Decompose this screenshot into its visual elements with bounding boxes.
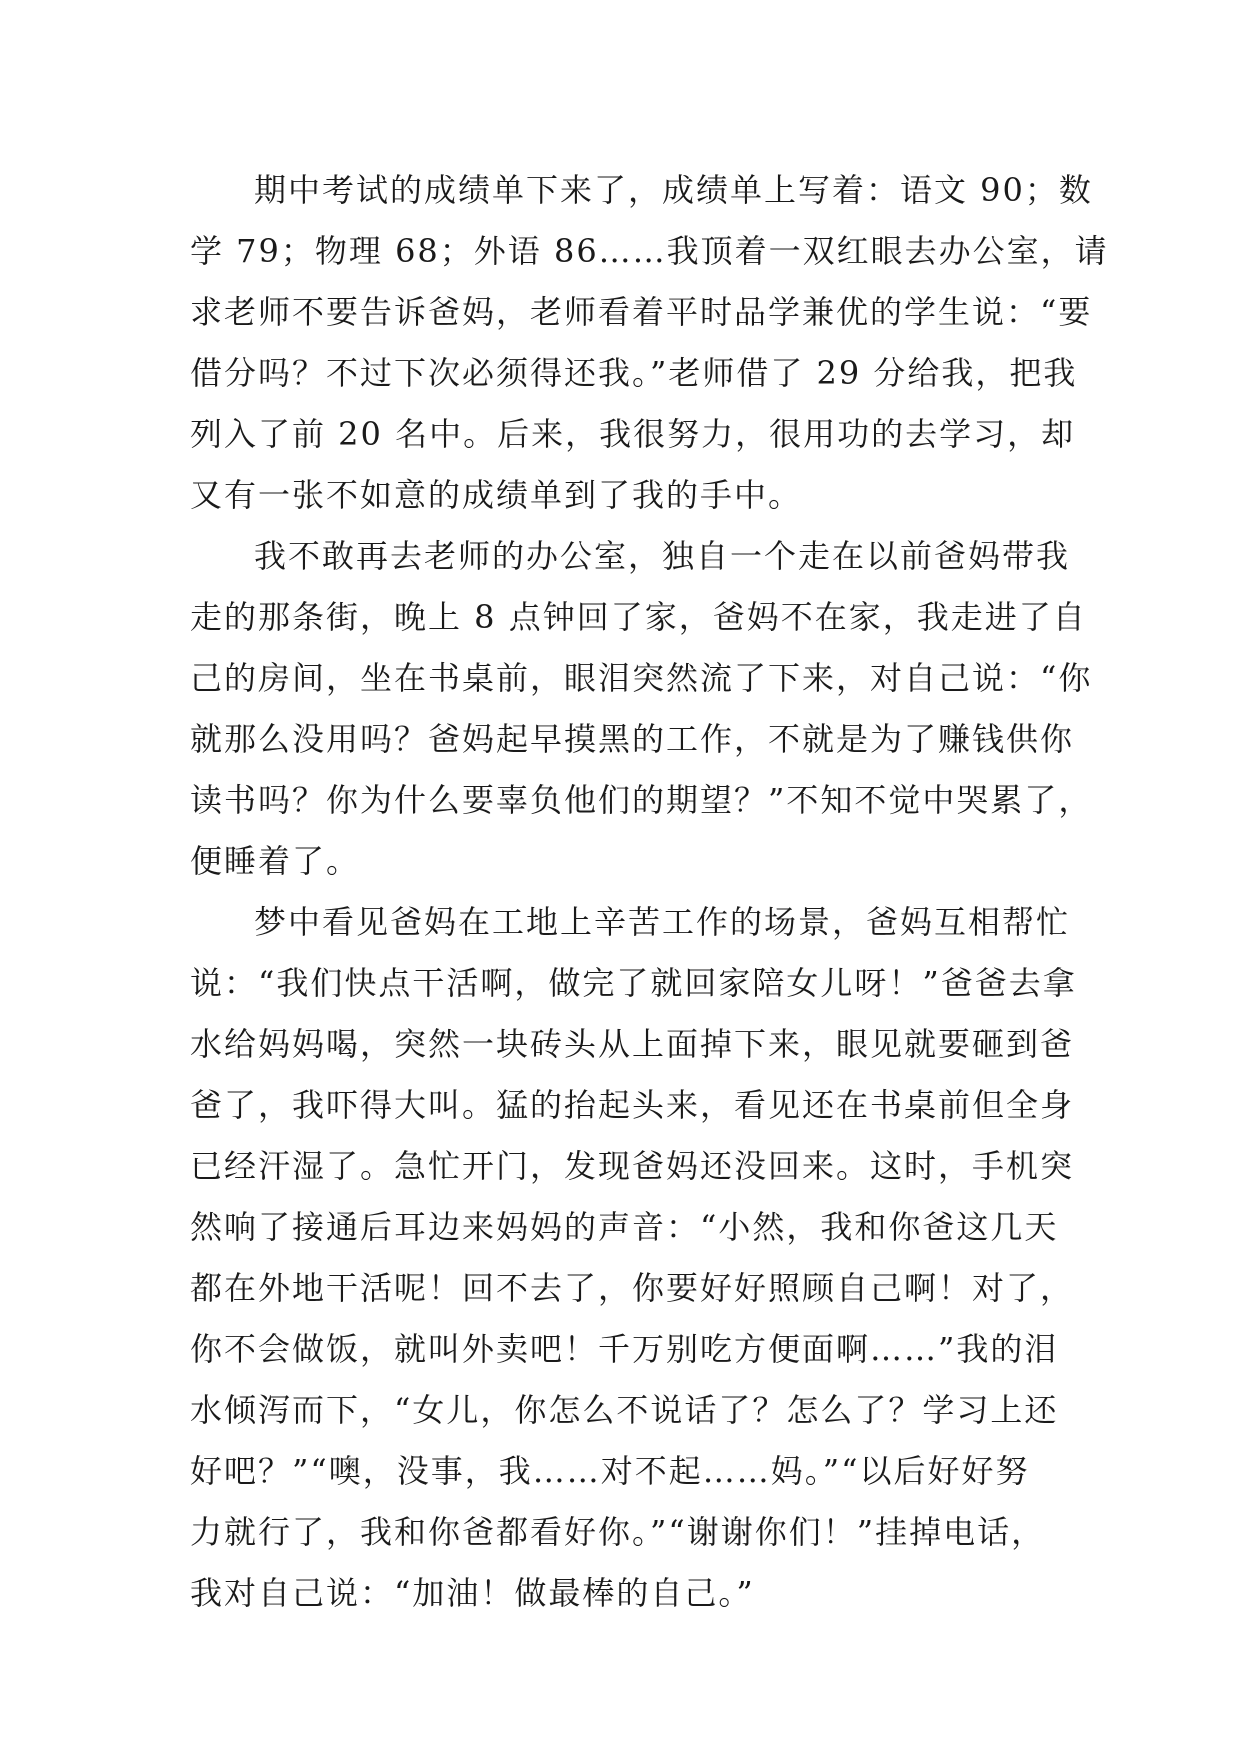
text-line: 我不敢再去老师的办公室，独自一个走在以前爸妈带我 — [254, 537, 1071, 575]
text-line: 力就行了，我和你爸都看好你。”“谢谢你们！”挂掉电话， — [190, 1513, 1046, 1551]
paragraph-2 — [190, 526, 1093, 892]
text-line: 期中考试的成绩单下来了，成绩单上写着：语文 90；数 — [254, 171, 1093, 209]
text-line: 爸了，我吓得大叫。猛的抬起头来，看见还在书桌前但全身 — [190, 1086, 1075, 1124]
text-line: 就那么没用吗？爸妈起早摸黑的工作，不就是为了赚钱供你 — [190, 720, 1075, 758]
text-line: 你不会做饭，就叫外卖吧！千万别吃方便面啊……”我的泪 — [190, 1330, 1059, 1368]
text-line: 我对自己说：“加油！做最棒的自己。” — [190, 1574, 755, 1612]
text-line: 又有一张不如意的成绩单到了我的手中。 — [190, 476, 803, 514]
document-body — [190, 160, 1109, 1624]
text-line: 水倾泻而下，“女儿，你怎么不说话了？怎么了？学习上还 — [190, 1391, 1059, 1429]
text-line: 梦中看见爸妈在工地上辛苦工作的场景，爸妈互相帮忙 — [254, 903, 1071, 941]
text-line: 说：“我们快点干活啊，做完了就回家陪女儿呀！”爸爸去拿 — [190, 964, 1077, 1002]
text-line: 学 79；物理 68；外语 86……我顶着一双红眼去办公室，请 — [190, 232, 1109, 270]
text-line: 然响了接通后耳边来妈妈的声音：“小然，我和你爸这几天 — [190, 1208, 1059, 1246]
text-line: 求老师不要告诉爸妈，老师看着平时品学兼优的学生说：“要 — [190, 293, 1093, 331]
text-line: 读书吗？你为什么要辜负他们的期望？”不知不觉中哭累了， — [190, 781, 1093, 819]
text-line: 借分吗？不过下次必须得还我。”老师借了 29 分给我，把我 — [190, 354, 1078, 392]
paragraph-3 — [190, 892, 1077, 1624]
text-line: 走的那条街，晚上 8 点钟回了家，爸妈不在家，我走进了自 — [190, 598, 1087, 636]
text-line: 已经汗湿了。急忙开门，发现爸妈还没回来。这时，手机突 — [190, 1147, 1075, 1185]
text-line: 水给妈妈喝，突然一块砖头从上面掉下来，眼见就要砸到爸 — [190, 1025, 1075, 1063]
text-line: 都在外地干活呢！回不去了，你要好好照顾自己啊！对了， — [190, 1269, 1075, 1307]
text-line: 己的房间，坐在书桌前，眼泪突然流了下来，对自己说：“你 — [190, 659, 1093, 697]
paragraph-1 — [190, 160, 1109, 526]
text-line: 列入了前 20 名中。后来，我很努力，很用功的去学习，却 — [190, 415, 1076, 453]
text-line: 好吧？”“噢，没事，我……对不起……妈。”“以后好好努 — [190, 1452, 1030, 1490]
text-line: 便睡着了。 — [190, 842, 361, 880]
